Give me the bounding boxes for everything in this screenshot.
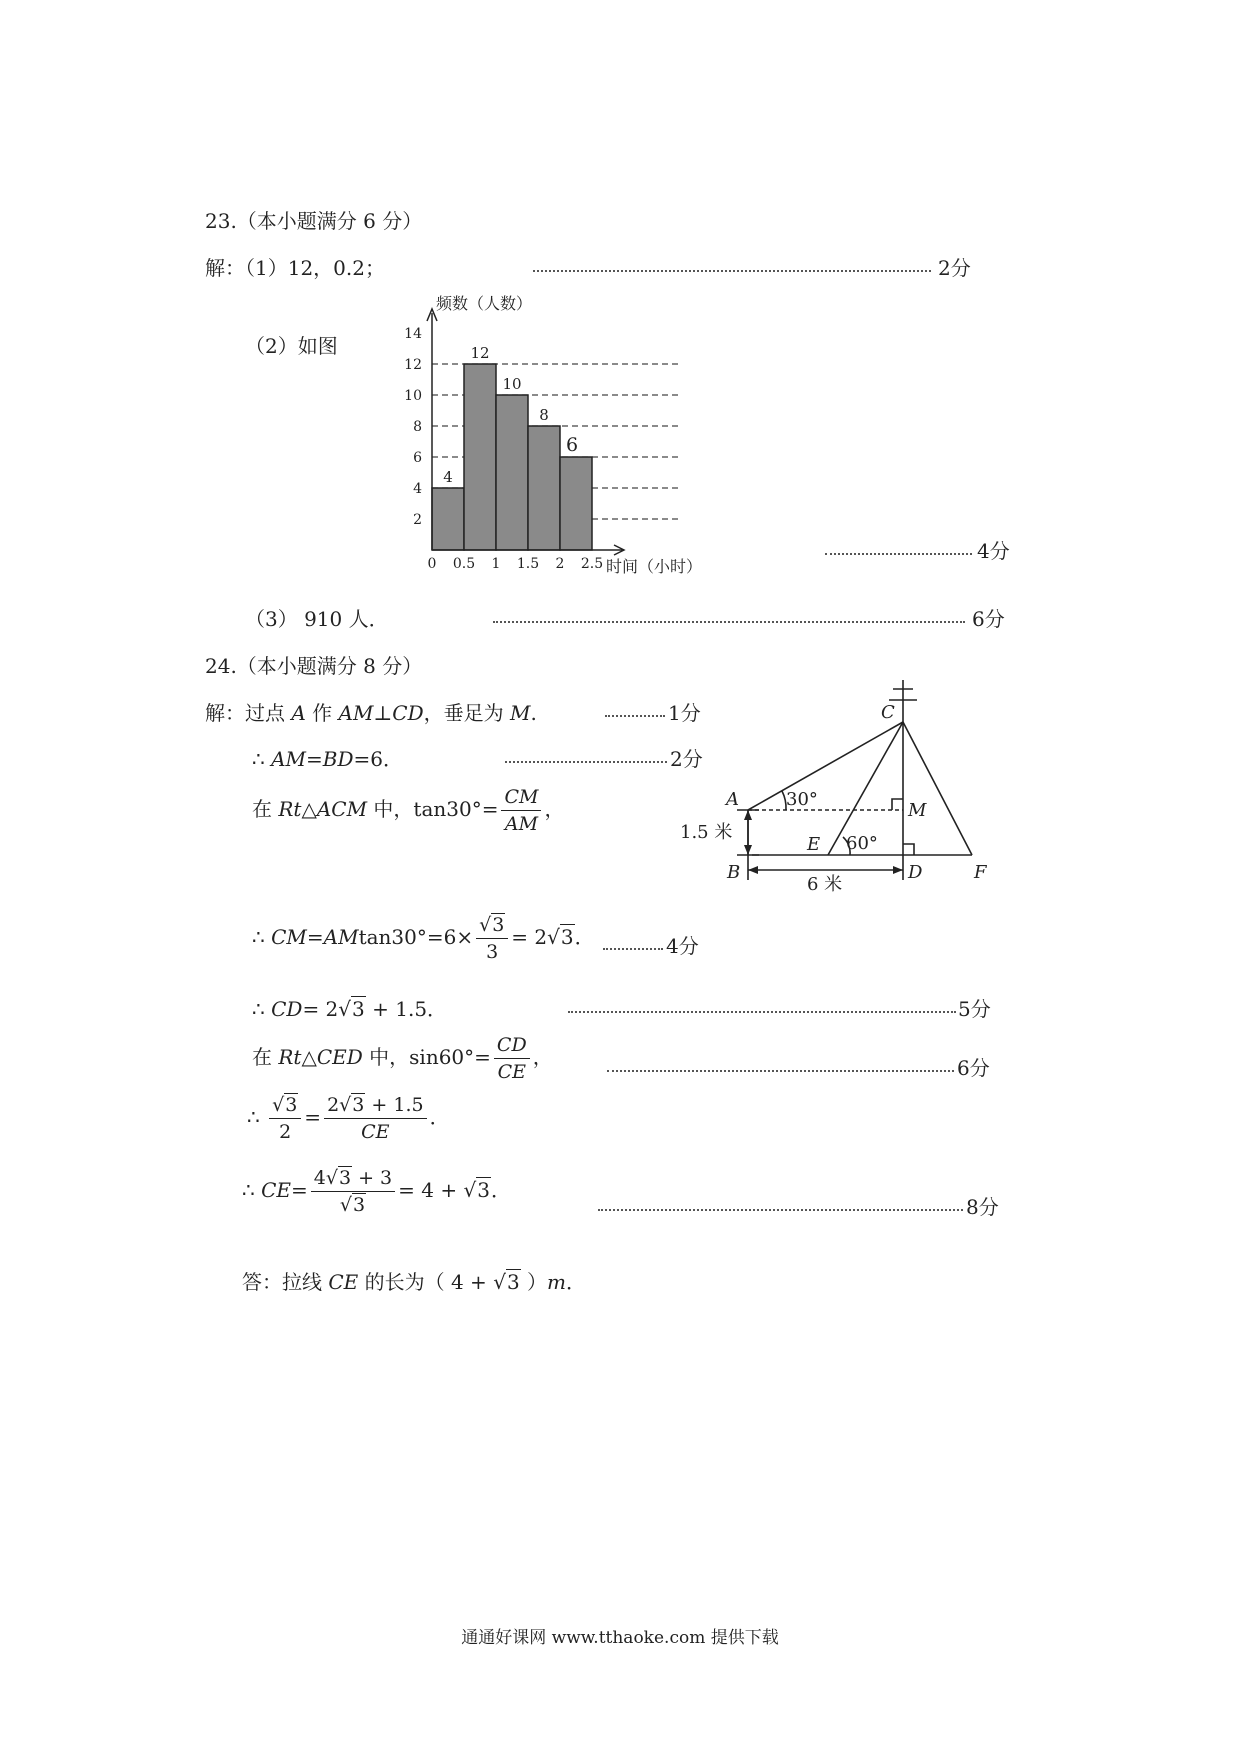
label-C: C [881,702,895,723]
bar-value-label: 10 [502,375,522,393]
histogram-bar [464,364,496,550]
arrow-left [748,866,758,874]
q24-line-5: ∴ CD= 2√3 + 1.5． [252,997,448,1021]
y-tick-label: 6 [413,450,422,466]
histogram-bar [560,457,592,550]
q23-header: 23.（本小题满分 6 分） [205,209,423,233]
q23-answer-1: 解：（1）12，0.2； [205,256,385,280]
label-angle-60: 60° [846,833,878,854]
x-axis-label: 时间（小时） [606,557,703,576]
dot-leader [493,621,965,623]
page-footer: 通通好课网 www.tthaoke.com 提供下载 [461,1628,779,1648]
label-height: 1.5 米 [680,822,733,843]
histogram-bar [528,426,560,550]
right-angle-M [892,799,903,810]
histogram-bar [432,488,464,550]
q24-line-4: ∴ CM=AMtan30°=6× $\frac{√3}{3}$ = 2√3． [252,914,595,963]
q24-line-2: ∴ AM=BD=6． [252,747,403,771]
histogram-bar [496,395,528,550]
dot-leader [505,761,667,763]
label-A: A [726,789,739,810]
bar-value-label: 6 [565,434,579,456]
q24-score-1: 1分 [668,701,701,725]
bar-value-label: 4 [443,468,453,486]
right-angle-D [903,844,914,855]
y-tick-label: 10 [404,388,422,404]
label-F: F [974,862,987,883]
geometry-figure [670,680,1010,895]
q23-score-1: 2分 [938,256,971,280]
q24-score-5: 5分 [958,997,991,1021]
histogram-chart [380,295,740,585]
q23-answer-2: （2）如图 [245,334,338,358]
q24-line-7: ∴ $\frac{√3}{2}$ = $\frac{2√3 + 1.5}{CE}$ ． [247,1094,450,1143]
q23-score-2: 4分 [977,539,1010,563]
dot-leader [598,1209,963,1211]
q24-final-answer: 答：拉线 CE 的长为（ 4 + √3 ）m． [242,1270,586,1294]
dot-leader [825,553,972,555]
q24-score-4: 4分 [666,934,699,958]
x-tick-label: 0 [427,556,437,572]
q23-answer-3: （3） 910 人． [245,607,389,631]
dot-leader [603,948,663,950]
x-tick-label: 1 [491,556,501,572]
y-tick-label: 8 [413,419,422,435]
q23-score-3: 6分 [972,607,1005,631]
q24-line-3: 在 Rt△ACM 中，tan30°= $\frac{CM}{AM}$ ， [252,786,565,835]
y-tick-label: 4 [413,481,422,497]
arrow-down [744,845,752,855]
label-angle-30: 30° [786,789,818,810]
segment-AC [748,722,903,810]
q24-line-6: 在 Rt△CED 中，sin60°= $\frac{CD}{CE}$ ， [252,1034,553,1083]
x-tick-label: 2 [555,556,565,572]
q24-line-8: ∴ CE= $\frac{4√3 + 3}{√3}$ = 4 + √3． [242,1167,511,1216]
label-D: D [908,862,923,883]
label-M: M [908,800,927,821]
y-tick-label: 14 [404,326,422,342]
label-width: 6 米 [807,874,843,895]
arrow-up [744,810,752,820]
label-E: E [807,834,821,855]
x-tick-label: 0.5 [452,556,476,572]
q24-line-1: 解：过点 A 作 AM⊥CD，垂足为 M. [205,701,537,725]
arrow-right [893,866,903,874]
x-tick-label: 1.5 [516,556,540,572]
dot-leader [605,715,665,717]
y-tick-label: 2 [413,512,422,528]
q24-header: 24.（本小题满分 8 分） [205,654,423,678]
segment-CF [903,722,972,855]
dot-leader [568,1011,956,1013]
y-axis-label: 频数（人数） [436,295,533,313]
label-B: B [727,862,741,883]
dot-leader [533,270,931,272]
q24-score-2: 2分 [670,747,703,771]
dot-leader [607,1070,954,1072]
q24-score-8: 8分 [966,1195,999,1219]
q24-score-6: 6分 [957,1056,990,1080]
y-tick-label: 12 [404,357,422,373]
x-tick-label: 2.5 [580,556,604,572]
bar-value-label: 12 [470,344,490,362]
bar-value-label: 8 [539,406,549,424]
